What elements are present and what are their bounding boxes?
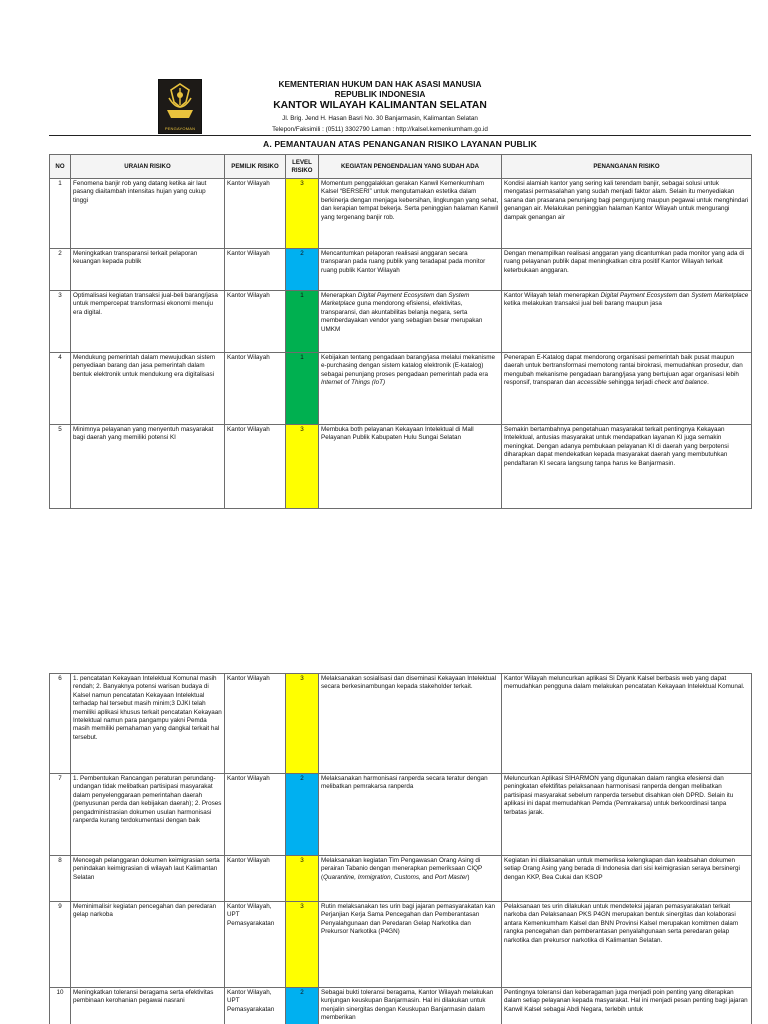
text-run: . [707, 379, 709, 387]
row-pemilik: Kantor Wilayah, UPT Pemasyarakatan [225, 988, 286, 1024]
section-title: A. PEMANTAUAN ATAS PENANGANAN RISIKO LAYANAN PUBLIK [263, 139, 537, 149]
row-uraian: Optimalisasi kegiatan transaksi jual-beli barang/jasa untuk mempercepat transformasi ekonomi menuju era digital. [71, 291, 225, 353]
text-run-italic: Digital Payment Ecosystem [600, 292, 678, 299]
col-penanganan-header: PENANGANAN RISIKO [502, 155, 752, 179]
row-kegiatan: Mencantumkan pelaporan realisasi anggaran secara transparan pada ruang publik yang teradapat pada monitor ruang publik Kantor Wilayah [319, 249, 502, 291]
page-2 [0, 670, 768, 1024]
row-pemilik: Kantor Wilayah [225, 774, 286, 856]
text-run-italic: System Marketplace [321, 292, 470, 308]
row-no: 2 [50, 249, 71, 291]
row-no: 4 [50, 353, 71, 425]
office-address: Jl. Brig. Jend H. Hasan Basri No. 30 Banjarmasin, Kalimantan Selatan [282, 115, 478, 122]
row-pemilik: Kantor Wilayah [225, 856, 286, 902]
office-name: KANTOR WILAYAH KALIMANTAN SELATAN [273, 100, 487, 111]
row-no: 9 [50, 902, 71, 988]
row-no: 6 [50, 674, 71, 774]
row-kegiatan: Melaksanakan sosialisasi dan diseminasi Kekayaan Intelektual secara berkesinambungan kepada stakeholder terkait. [319, 674, 502, 774]
row-penanganan: Pelaksanaan tes urin dilakukan untuk mendeteksi jajaran pemasyarakatan terkait narkoba dan Pelaksanaan PKS P4GN merupakan bentuk sinergitas dan kolaborasi antara Kemenkumham Kalsel dan BNN Provinsi Kalsel merupakan komitmen dalam rangka pencegahan dan pemberantasan penyalahgunaan serta peredaran gelap narkotika dan prekursor narkotika di Kalimantan Selatan. [502, 902, 752, 988]
header-divider [49, 135, 751, 136]
country-name: REPUBLIK INDONESIA [334, 89, 426, 99]
text-run-italic: Port Master [434, 873, 468, 881]
text-run: Melaksanakan kegiatan Tim Pengawasan Orang Asing di perairan Tabanio dengan menerapkan pemeriksaan CIQP ( [321, 857, 483, 881]
col-level-header: LEVEL RISIKO [286, 155, 319, 179]
row-penanganan: Semakin bertambahnya pengetahuan masyarakat terkait pentingnya Kekayaan Intelektual, antusias masyarakat untuk mendapatkan layanan KI juga semakin meningkat. Dengan adanya pembukaan pelayanan KI di daerah yang berpotensi diharapkan dapat mendekatkan kepada masyarakat daerah yang membutuhkan pendaftaran KI secara langsung tanpa harus ke Banjarmasin. [502, 425, 752, 509]
col-pemilik-header: PEMILIK RISIKO [225, 155, 286, 179]
row-level: 3 [286, 179, 319, 249]
row-level: 2 [286, 988, 319, 1024]
text-run: ketika melakukan transaksi jual beli barang maupun jasa [504, 300, 662, 308]
table-row [50, 774, 752, 856]
table-header-row [50, 155, 752, 179]
row-no: 5 [50, 425, 71, 509]
row-uraian: Meminimalisir kegiatan pencegahan dan peredaran gelap narkoba [71, 902, 225, 988]
letterhead [210, 79, 550, 135]
row-level: 3 [286, 902, 319, 988]
ministry-name: KEMENTERIAN HUKUM DAN HAK ASASI MANUSIA [278, 79, 482, 89]
row-pemilik: Kantor Wilayah [225, 425, 286, 509]
row-penanganan: Kegiatan ini dilaksanakan untuk memeriksa kelengkapan dan keabsahan dokumen setiap Orang Asing yang berada di Indonesia dari sisi keimigrasian seraya bersinergi dengan KKP, Bea Cukai dan KSOP [502, 856, 752, 902]
risk-table-page-2 [49, 673, 752, 1024]
logo-caption: PENGAYOMAN [164, 126, 196, 131]
kemenkumham-logo [158, 79, 202, 134]
row-pemilik: Kantor Wilayah [225, 291, 286, 353]
table-row [50, 353, 752, 425]
row-uraian: 1. Pembentukan Rancangan peraturan perundang-undangan tidak melibatkan partisipasi masyarakat dalam penyelenggaraan pemerintahan daerah (penyusunan perda dan kebijakan daerah); 2. Proses pengadministrasian dokumen usulan harmonisasi ranperda kurang terdokumentasi dengan baik [71, 774, 225, 856]
risk-table-page-1 [49, 154, 752, 509]
table-row [50, 425, 752, 509]
row-kegiatan: Membuka both pelayanan Kekayaan Intelektual di Mall Pelayanan Publik Kabupaten Hulu Sungai Selatan [319, 425, 502, 509]
row-level: 3 [286, 425, 319, 509]
row-level: 3 [286, 856, 319, 902]
row-kegiatan [319, 291, 502, 353]
row-penanganan: Dengan menampilkan realisasi anggaran yang dicantumkan pada monitor yang ada di ruang pelayanan publik dapat meningkatkan citra positif Kantor Wilayah terkait keterbukaan anggaran. [502, 249, 752, 291]
text-run: Penerapan E-Katalog dapat mendorong organisasi pemerintah baik pusat maupun daerah untuk bertransformasi memotong rantai birokrasi, memudahkan prosedur, dan mengubah mekanisme pengadaan barang/jasa yang bertujuan agar organisasi lebih responsif, transparan dan [504, 354, 743, 387]
text-run-italic: System Marketplace [691, 292, 749, 299]
row-penanganan: Kantor Wilayah meluncurkan aplikasi Si Diyank Kalsel berbasis web yang dapat memudahkan pengguna dalam melakukan pencatatan Kekayaan Intelektual Komunal. [502, 674, 752, 774]
row-uraian: Mencegah pelanggaran dokumen keimigrasian serta penindakan keimigrasian di wilayah laut Kalimantan Selatan [71, 856, 225, 902]
row-penanganan [502, 291, 752, 353]
row-no: 7 [50, 774, 71, 856]
office-contact: Telepon/Faksimili : (0511) 3302790 Laman : http://kalsel.kemenkumham.go.id [272, 126, 488, 133]
table-row [50, 249, 752, 291]
text-run: Kebijakan tentang pengadaan barang/jasa melalui mekanisme e-purchasing dengan sistem katalog elektronik (E-katalog) sebagai penunjang proses pengadaan pemerintah pada era [321, 354, 495, 378]
pengayoman-emblem-icon [159, 80, 201, 124]
row-level: 2 [286, 774, 319, 856]
row-pemilik: Kantor Wilayah [225, 179, 286, 249]
text-run: ) [467, 873, 470, 881]
row-no: 10 [50, 988, 71, 1024]
text-run: guna mendorong efisiensi, efektivitas, transparansi, dan akuntabilitas belanja negara, serta memberdayakan vendor yang sebagian besar merupakan UMKM [321, 300, 483, 333]
row-penanganan: Kondisi alamiah kantor yang sering kali terendam banjir, sebagai solusi untuk mengatasi permasalahan yang sudah menjadi faktor alam. Selain itu menyediakan sarana dan prasarana penunjang bagi pengunjung maupun pegawai untuk menghindari genangan air. Melakukan peninggian halaman Kantor Wilayah untuk mengurangi dampak genangan air [502, 179, 752, 249]
page-gap [0, 540, 768, 670]
text-run: Kantor Wilayah telah menerapkan [504, 292, 601, 299]
text-run: and [420, 873, 435, 881]
text-run: dan [434, 292, 449, 299]
row-pemilik: Kantor Wilayah [225, 353, 286, 425]
row-uraian: Mendukung pemerintah dalam mewujudkan sistem penyediaan barang dan jasa pemerintah dalam bentuk elektronik untuk mendukung era digitalisasi [71, 353, 225, 425]
row-kegiatan [319, 353, 502, 425]
row-kegiatan: Sebagai bukti toleransi beragama, Kantor Wilayah melakukan kunjungan keuskupan Banjarmasin. Hal ini dilakukan untuk menjalin sinergitas dengan Keuskupan Banjarmasin dalam memberikan [319, 988, 502, 1024]
row-no: 3 [50, 291, 71, 353]
row-uraian: 1. pencatatan Kekayaan Intelektual Komunal masih rendah; 2. Banyaknya potensi warisan budaya di Kalsel namun pencatatan Kekayaan Intelektual terhadap hal tersebut masih minim;3 DJKI telah memiliki aplikasi khusus terkait pencatatan Kekayaan Intelektual namun para pangampu yakni Pemda masih memiliki pemahaman yang dangkal terkait hal tersebut. [71, 674, 225, 774]
row-kegiatan [319, 856, 502, 902]
text-run-italic: accessible [577, 379, 607, 387]
row-kegiatan: Rutin melaksanakan tes urin bagi jajaran pemasyarakatan kan Perjanjian Kerja Sama Pencegahan dan Pemberantasan Penyalahgunaan dan Peredaran Gelap Narkotika dan Prekursor Narkotika (P4GN) [319, 902, 502, 988]
row-level: 2 [286, 249, 319, 291]
text-run: Menerapkan [321, 292, 358, 299]
text-run: sehingga terjadi [606, 379, 655, 387]
table-row [50, 674, 752, 774]
row-pemilik: Kantor Wilayah [225, 674, 286, 774]
row-penanganan: Meluncurkan Aplikasi SIHARMON yang digunakan dalam rangka efesiensi dan peningkatan efektifitas pelaksanaan harmonisasi ranperda dengan melibatkan partisipasi masyarakat sebelum ranperda tersebut disahkan oleh DPRD. Selain itu aplikasi ini dapat memudahkan Pemda (Pemrakarsa) untuk berkoordinasi tanpa terbatas jarak. [502, 774, 752, 856]
table-row [50, 291, 752, 353]
table-row [50, 902, 752, 988]
row-level: 1 [286, 353, 319, 425]
row-penanganan [502, 353, 752, 425]
row-uraian: Fenomena banjir rob yang datang ketika air laut pasang diaitambah intensitas hujan yang cukup tinggi [71, 179, 225, 249]
col-no-header: NO [50, 155, 71, 179]
text-run-italic: Quarantine, Immigration, Customs, [323, 873, 421, 881]
text-run-italic: Digital Payment Ecosystem [357, 292, 435, 299]
table-row [50, 856, 752, 902]
row-uraian: Meningkatkan toleransi beragama serta efektivitas pembinaan kerohanian pegawai nasrani [71, 988, 225, 1024]
row-kegiatan: Melaksanakan harmonisasi ranperda secara teratur dengan melibatkan pemrakarsa ranperda [319, 774, 502, 856]
row-uraian: Minimnya pelayanan yang menyentuh masyarakat bagi daerah yang memiliki potensi KI [71, 425, 225, 509]
row-level: 3 [286, 674, 319, 774]
row-no: 1 [50, 179, 71, 249]
row-kegiatan: Momentum penggalakkan gerakan Kanwil Kemenkumham Kalsel “BERSERI” untuk mengutamakan estetika dalam berkinerja dengan menjaga kebersihan, lingkungan yang sehat, dan kerapian tempat bekerja. Serta peninggian halaman Kanwil yang tergenang banjir rob. [319, 179, 502, 249]
col-uraian-header: URAIAN RISIKO [71, 155, 225, 179]
text-run-italic: Internet of Things (IoT) [321, 379, 386, 387]
row-penanganan: Pentingnya toleransi dan keberagaman juga menjadi poin penting yang diterapkan dalam setiap pelayanan kepada masyarakat. Hal ini menjadi pesan penting bagi jajaran Kanwil Kalsel sebagai Abdi Negara, terlebih untuk [502, 988, 752, 1024]
row-pemilik: Kantor Wilayah, UPT Pemasyarakatan [225, 902, 286, 988]
text-run-italic: check and balance [654, 379, 708, 387]
row-uraian: Meningkatkan transparansi terkait pelaporan keuangan kepada publik [71, 249, 225, 291]
text-run: dan [677, 292, 692, 299]
table-row [50, 988, 752, 1024]
table-row [50, 179, 752, 249]
col-kegiatan-header: KEGIATAN PENGENDALIAN YANG SUDAH ADA [319, 155, 502, 179]
row-no: 8 [50, 856, 71, 902]
row-level: 1 [286, 291, 319, 353]
row-pemilik: Kantor Wilayah [225, 249, 286, 291]
